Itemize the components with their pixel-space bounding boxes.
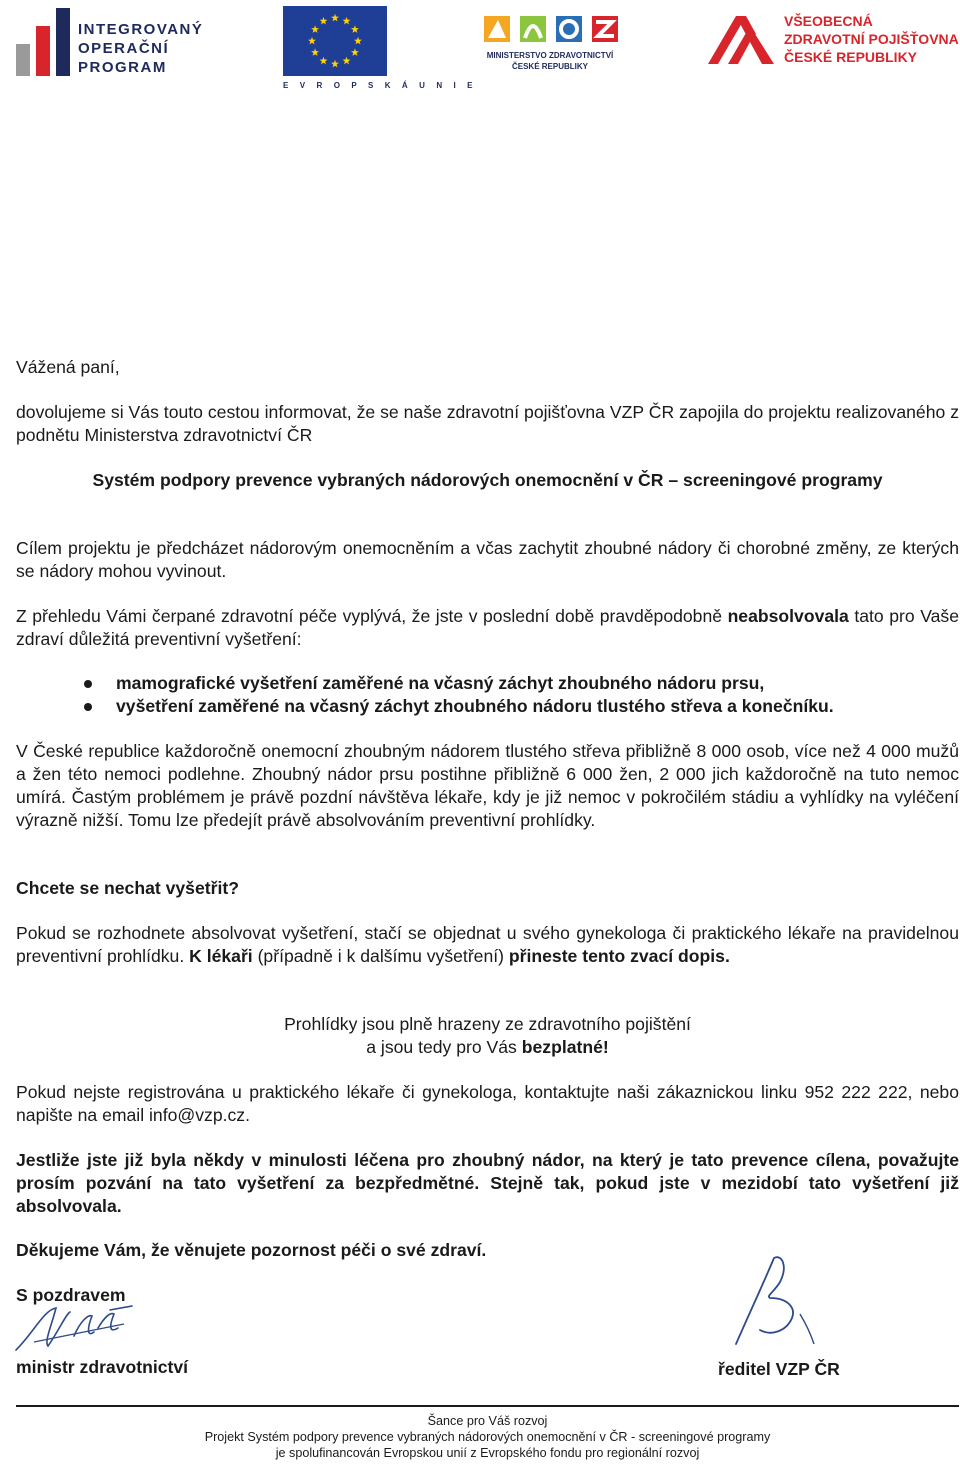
- list-item: mamografické vyšetření zaměřené na včasný záchyt zhoubného nádoru prsu,: [78, 672, 958, 695]
- eu-star-icon: [343, 17, 351, 25]
- salutation: Vážená paní,: [16, 357, 120, 377]
- exclusion-paragraph: Jestliže jste již byla někdy v minulosti léčena pro zhoubný nádor, na který je tato prevence cílena, považujte prosím pozvání na tato vyšetření za bezpředmětné. Stejně tak, pokud jste v mezidobí tato vyšetření již absolvovala.: [16, 1150, 959, 1216]
- mzcr-logo: [480, 12, 620, 74]
- eu-star-icon: [320, 57, 328, 65]
- iop-logo: [16, 6, 206, 82]
- eu-star-icon: [351, 48, 359, 56]
- project-title: Systém podpory prevence vybraných nádorových onemocnění v ČR – screeningové programy: [92, 470, 883, 490]
- exam-list: [78, 672, 958, 718]
- eu-star-icon: [311, 48, 319, 56]
- eu-star-icon: [354, 37, 362, 45]
- eu-star-icon: [311, 25, 319, 33]
- footer-divider: [16, 1405, 959, 1407]
- stats-paragraph: V České republice každoročně onemocní zhoubným nádorem tlustého střeva přibližně 8 000 osob, více než 4 000 mužů a žen této nemoci podlehne. Zhoubný nádor prsu postihne přibližně 6 000 žen, 2 000 jich každoročně na tuto nemoc umírá. Častým problémem je právě pozdní návštěva lékaře, kdy je již nemoc v pokročilém stádiu a vyhlídky na vyléčení výrazně nižší. Tomu lze předejít právě absolvováním preventivní prohlídky.: [16, 741, 959, 830]
- bullet-icon: [84, 680, 92, 688]
- free-notice: Prohlídky jsou plně hrazeny ze zdravotního pojištění a jsou tedy pro Vás bezplatné!: [284, 1014, 691, 1057]
- eu-star-icon: [308, 37, 316, 45]
- eu-star-icon: [331, 60, 339, 68]
- vzp-logo: [706, 12, 959, 66]
- footer: Šance pro Váš rozvoj Projekt Systém podpory prevence vybraných nádorových onemocnění v ČR - screeningové programy je spolufinancován Evropskou unií z Evropského fondu pro regionální rozvoj: [204, 1414, 771, 1460]
- eu-star-icon: [320, 17, 328, 25]
- goal-paragraph: Cílem projektu je předcházet nádorovým onemocněním a včas zachytit zhoubné nádory či chorobné změny, ze kterých se nádory mohou vyvinout.: [16, 538, 959, 581]
- director-signature-icon: [730, 1252, 820, 1352]
- eu-star-icon: [343, 57, 351, 65]
- iop-bars-icon: [16, 6, 74, 78]
- iop-wordmark: INTEGROVANÝ OPERAČNÍ PROGRAM: [78, 21, 204, 76]
- eu-caption: E V R O P S K Á U N I E: [283, 81, 478, 90]
- eu-star-icon: [331, 14, 339, 22]
- vzp-wordmark: VŠEOBECNÁ ZDRAVOTNÍ POJIŠŤOVNA ČESKÉ REPUBLIKY: [784, 13, 959, 65]
- thanks-line: Děkujeme Vám, že věnujete pozornost péči o své zdraví.: [16, 1240, 487, 1260]
- bullet-icon: [84, 703, 92, 711]
- eu-star-icon: [351, 25, 359, 33]
- overview-paragraph: Z přehledu Vámi čerpané zdravotní péče vyplývá, že jste v poslední době pravděpodobně neabsolvovala tato pro Vaše zdraví důležitá preventivní vyšetření:: [16, 606, 959, 649]
- signatory-director: ředitel VZP ČR: [718, 1359, 840, 1379]
- header-logos: [0, 0, 960, 100]
- eu-flag-icon: [283, 6, 387, 76]
- list-item: vyšetření zaměřené na včasný záchyt zhoubného nádoru tlustého střeva a konečníku.: [78, 695, 958, 718]
- minister-signature-icon: [14, 1302, 134, 1354]
- mzcr-mark-icon: [480, 12, 620, 48]
- closing-line: S pozdravem: [16, 1285, 126, 1305]
- mzcr-caption: MINISTERSTVO ZDRAVOTNICTVÍ ČESKÉ REPUBLIKY: [486, 51, 614, 71]
- vzp-mark-icon: [706, 12, 776, 66]
- signatory-minister: ministr zdravotnictví: [16, 1357, 189, 1377]
- intro-paragraph: dovolujeme si Vás touto cestou informovat, že se naše zdravotní pojišťovna VZP ČR zapojila do projektu realizovaného z podnětu Ministerstva zdravotnictví ČR: [16, 402, 959, 445]
- contact-paragraph: Pokud nejste registrována u praktického lékaře či gynekologa, kontaktujte naši zákaznickou linku 952 222 222, nebo napište na email info@vzp.cz.: [16, 1082, 959, 1125]
- howto-paragraph: Pokud se rozhodnete absolvovat vyšetření, stačí se objednat u svého gynekologa či praktického lékaře na pravidelnou preventivní prohlídku. K lékaři (případně i k dalšímu vyšetření) přineste tento zvací dopis.: [16, 923, 959, 966]
- question-heading: Chcete se nechat vyšetřit?: [16, 878, 239, 898]
- eu-logo: [283, 6, 478, 92]
